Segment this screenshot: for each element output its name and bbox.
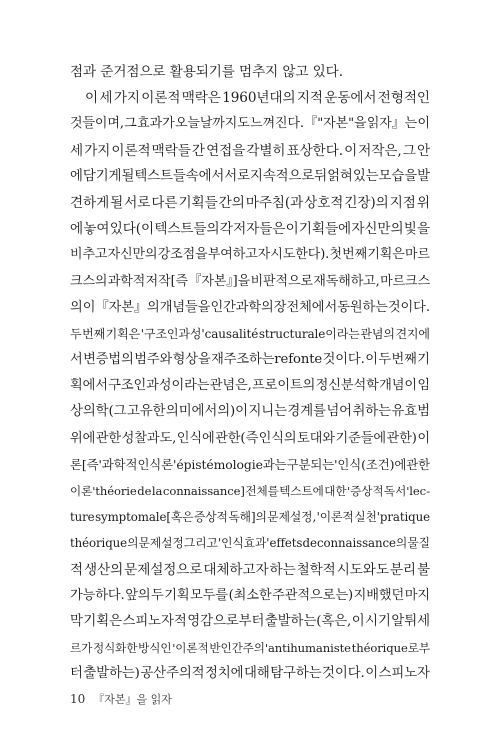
word: 전체를	[245, 484, 279, 498]
word: 있는	[352, 168, 379, 184]
word: 문제설정,	[267, 510, 317, 525]
word: 있다(이	[109, 221, 155, 238]
word: 기	[417, 352, 430, 368]
word: 인식에	[176, 430, 215, 446]
word: 『자본』]을	[188, 273, 251, 289]
word: 대해	[244, 666, 270, 682]
word: 지배했던	[353, 587, 405, 603]
word: 전체에서	[286, 299, 338, 315]
text-line	[70, 269, 430, 295]
word: 기획은	[105, 326, 141, 341]
text-line	[70, 242, 430, 268]
word: 속에서	[185, 168, 225, 184]
word: 기획은	[367, 247, 405, 263]
word: 저자들은	[233, 221, 286, 238]
word: 불	[416, 561, 430, 578]
word: 생산의	[84, 561, 124, 578]
word: 영감으로부터	[187, 613, 265, 629]
word: 『자본』의	[95, 299, 160, 315]
word: 1960년대의	[222, 90, 296, 107]
word: 담기게	[82, 168, 122, 184]
word: 강조점을	[157, 247, 208, 263]
word: 독해]의	[228, 510, 267, 525]
word: 두	[70, 326, 82, 341]
word: 지점	[389, 194, 416, 211]
word: 그	[124, 116, 137, 132]
text-line	[70, 190, 430, 216]
word: théorique의	[70, 536, 139, 551]
word: 기획	[164, 587, 190, 603]
word: 문제설정	[138, 536, 184, 551]
word: 이	[82, 299, 96, 315]
word: de	[302, 536, 317, 551]
word: 관한	[95, 430, 122, 446]
text-line	[70, 321, 430, 347]
word: 모두를	[190, 587, 229, 603]
word: '과학적	[98, 456, 138, 472]
word: 빛을	[403, 221, 430, 238]
word: 발	[417, 168, 430, 184]
word: 이	[285, 221, 299, 238]
word: 취하는	[352, 404, 391, 420]
word: 마르	[404, 247, 430, 263]
word: 상호적	[304, 194, 344, 211]
word: 정치에	[205, 666, 244, 682]
word: 마지	[404, 587, 430, 603]
word: 번째	[342, 247, 368, 263]
word: 자신만의	[351, 221, 404, 238]
word: 출발하는(혹은,	[264, 613, 352, 629]
word: 관념의	[360, 326, 395, 341]
word: 스피노자	[378, 666, 430, 682]
word: 이	[351, 613, 365, 629]
text-line	[70, 138, 430, 164]
word: 연접을	[206, 142, 246, 159]
word: 탐구하는	[270, 666, 322, 682]
text-line	[70, 557, 430, 583]
page-footer	[70, 691, 172, 707]
word: 두	[151, 587, 164, 603]
word: '이론적	[172, 641, 209, 656]
word: 개념이	[379, 378, 418, 394]
text-line	[70, 347, 430, 373]
word: '구조인과성'causalité	[140, 326, 259, 341]
word: 견하게	[70, 194, 110, 211]
word: 과학적	[107, 273, 146, 289]
word: 각	[219, 221, 233, 238]
word: 물질	[407, 536, 430, 551]
word: 지속적으로	[250, 168, 315, 184]
page-number: 10	[70, 692, 86, 706]
word: 구조인과성이라는	[108, 378, 210, 394]
word: 것이다.	[322, 352, 365, 368]
word: 인간과학의	[210, 299, 274, 315]
text-line	[70, 504, 430, 530]
word: 동원하는	[337, 299, 388, 315]
word: 장	[273, 299, 287, 315]
word: 기준들에	[335, 430, 387, 446]
word: 형상을	[172, 352, 211, 368]
word: 지니는	[248, 404, 287, 420]
word: 터	[70, 666, 83, 682]
word: 기획은	[83, 613, 122, 629]
word: '인식효과'effets	[217, 536, 303, 551]
word: 이론'théorie	[70, 484, 137, 498]
word: 첫	[329, 247, 342, 263]
word: 앞의	[125, 587, 151, 603]
text-line	[70, 530, 430, 556]
word: 시기	[365, 613, 391, 629]
word: 마르크스	[380, 273, 430, 289]
word: 마주침(과	[245, 194, 304, 211]
word: 간의	[218, 194, 245, 211]
word: 대체하고자	[203, 561, 269, 578]
text-line	[70, 478, 430, 504]
word: '이론적	[316, 510, 354, 525]
running-title: 『자본』을 읽자	[93, 693, 172, 706]
text-line	[70, 426, 430, 452]
text-line	[70, 85, 430, 111]
word: 변증법의	[83, 352, 134, 368]
word: 맥락들	[151, 142, 191, 159]
word: 구분되는	[286, 456, 335, 472]
word: 이론적	[111, 142, 151, 159]
text-line	[70, 164, 430, 190]
word: '인식(조건)에	[334, 456, 407, 472]
word: 것이다.	[322, 666, 365, 682]
word: 공산주의적	[140, 666, 205, 682]
word: 효과가	[137, 116, 175, 132]
word: 견지에	[395, 326, 430, 341]
word: 각별히	[246, 142, 286, 159]
text-line	[70, 373, 430, 399]
word: 관한(즉	[215, 430, 259, 446]
word: 막	[70, 613, 83, 629]
word: 『"자본"을	[304, 116, 367, 132]
word: 실천'pratique	[354, 510, 430, 525]
word: symptomale[혹은	[95, 510, 194, 525]
word: 긴장)의	[344, 194, 389, 211]
word: 독서'lec-	[384, 484, 430, 498]
word: 뒤얽혀	[314, 168, 353, 184]
word: 두	[378, 352, 391, 368]
text-line	[70, 216, 430, 242]
word: 서	[70, 352, 83, 368]
word: 넘어	[326, 404, 353, 420]
word: (최소한	[228, 587, 272, 603]
text-line	[70, 452, 430, 478]
word: 이	[365, 666, 379, 682]
word: 성찰과도,	[121, 430, 177, 446]
word: 획에서	[70, 378, 108, 394]
word: 에	[70, 221, 84, 238]
word: 에	[70, 168, 83, 184]
word: 개념들을	[159, 299, 211, 315]
word: 이	[417, 116, 430, 132]
word: 비추고	[70, 247, 108, 263]
word: 재주조하는refonte	[211, 352, 323, 368]
word: 될	[121, 168, 135, 184]
word: 관한)	[386, 430, 417, 446]
word: 인식론'épistémologie과는	[137, 456, 287, 472]
word: 재독해하고,	[313, 273, 380, 289]
word: connaissance]	[162, 484, 245, 498]
word: 오늘날까지도	[174, 116, 250, 132]
word: 모습을	[378, 168, 418, 184]
word: 임	[417, 378, 430, 394]
word: 세	[99, 90, 113, 107]
word: 알튀세	[391, 613, 430, 629]
word: 크스의	[70, 273, 108, 289]
word: 맥락은	[181, 90, 221, 107]
word: 안	[416, 142, 430, 159]
word: 저작은,	[358, 142, 402, 159]
word: 관념은,	[209, 378, 252, 394]
word: 놓여	[83, 221, 110, 238]
word: 텍스트들	[134, 168, 186, 184]
word: 운동에서	[324, 90, 377, 107]
word: 하는	[269, 561, 296, 578]
word: 스피노자적	[122, 613, 187, 629]
text-line	[70, 111, 430, 137]
word: 간	[191, 142, 205, 159]
word: 다른	[151, 194, 178, 211]
word: 이	[85, 90, 99, 107]
word: 가능하다.	[70, 587, 125, 603]
text-line	[70, 583, 430, 609]
word: 느껴진다.	[250, 116, 304, 132]
word: 르가	[70, 641, 93, 656]
text-line	[70, 609, 430, 635]
word: 가지	[84, 142, 111, 159]
word: 이	[417, 430, 430, 446]
word: 이론적	[141, 90, 181, 107]
word: 고유한	[126, 404, 166, 420]
word: 전형적인	[377, 90, 430, 107]
word: 텍스트에	[279, 484, 324, 498]
word: 상의학(그	[70, 404, 127, 420]
word: 번째	[391, 352, 417, 368]
word: 이	[344, 142, 358, 159]
word: 출발하는)	[83, 666, 140, 682]
word: 방식인	[138, 641, 172, 656]
word: 시도한다).	[270, 247, 330, 263]
word: 의	[70, 299, 83, 315]
word: connaissance의	[317, 536, 408, 551]
word: 반인간주의'antihumaniste	[209, 641, 351, 656]
word: 정식화한	[92, 641, 138, 656]
text-line	[70, 399, 430, 425]
word: 자신만의	[107, 247, 158, 263]
word: structurale이라는	[258, 326, 360, 341]
word: théorique로부	[351, 641, 430, 656]
word: 가지	[113, 90, 140, 107]
word: 세	[70, 142, 84, 159]
word: 유효범	[391, 404, 430, 420]
word: 의미에서의)이	[165, 404, 248, 420]
word: 서로	[124, 194, 151, 211]
word: 위에	[70, 430, 96, 446]
word: 경계를	[287, 404, 326, 420]
word: 이	[365, 352, 378, 368]
text-line	[70, 295, 430, 321]
word: 기획들에	[298, 221, 352, 238]
word: 관한	[406, 456, 430, 472]
word: 지적	[296, 90, 323, 107]
word: 것이다.	[387, 299, 430, 315]
word: 기획들	[178, 194, 218, 211]
word: 분리	[389, 561, 416, 578]
word: 서로	[224, 168, 250, 184]
word: 철학적	[296, 561, 336, 578]
word: 대한	[324, 484, 347, 498]
text-line: 점과 준거점으로 활용되기를 멈추지 않고 있다.	[70, 64, 343, 80]
word: 비판적으로	[250, 273, 313, 289]
word: 론[즉	[70, 456, 99, 472]
word: 저작[즉	[145, 273, 189, 289]
word: 증상적	[193, 510, 228, 525]
word: 위	[416, 194, 430, 211]
word: 그	[402, 142, 416, 159]
text-line	[70, 661, 430, 687]
word: 될	[110, 194, 124, 211]
word: 표상한다.	[286, 142, 343, 159]
body-text	[70, 59, 430, 688]
text-line	[70, 635, 430, 661]
word: 토대와	[297, 430, 335, 446]
word: 정신분석학	[315, 378, 379, 394]
word: 적	[70, 561, 84, 578]
word: 시도와도	[336, 561, 389, 578]
word: 읽자』는	[366, 116, 418, 132]
word: 문제설정으로	[124, 561, 203, 578]
word: 프로이트의	[252, 378, 316, 394]
word: la	[151, 484, 163, 498]
word: 부여하고자	[207, 247, 271, 263]
word: 범주와	[134, 352, 173, 368]
word: 주관적으로는)	[272, 587, 354, 603]
word: ture	[70, 510, 95, 525]
word: 번째	[82, 326, 106, 341]
word: 그리고	[183, 536, 218, 551]
word: '증상적	[347, 484, 384, 498]
word: 인식의	[258, 430, 297, 446]
word: 것들이며,	[70, 116, 124, 132]
word: 텍스트들의	[154, 221, 220, 238]
word: de	[137, 484, 152, 498]
